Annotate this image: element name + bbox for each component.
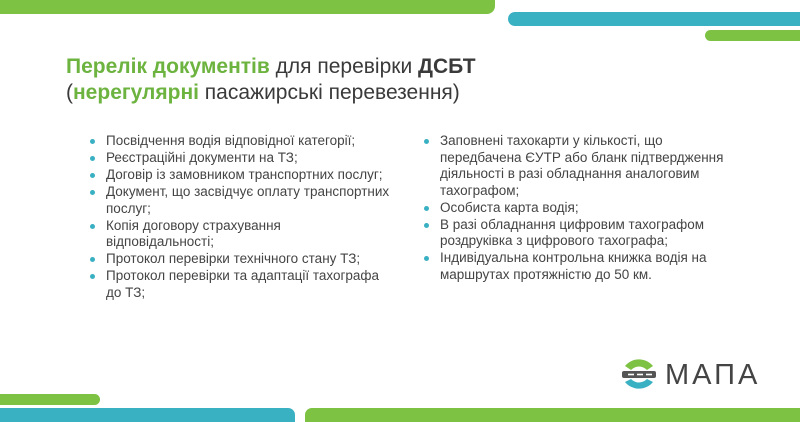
list-item-text: Протокол перевірки технічного стану ТЗ;: [106, 251, 361, 266]
list-item-text: Заповнені тахокарти у кількості, що передбачена ЄУТР або бланк підтвердження діяльності в разі обладнання аналоговим тахографом;: [440, 133, 724, 198]
list-item: [90, 251, 390, 268]
list-item: [90, 167, 390, 184]
bullet-icon: [424, 256, 429, 261]
bullet-icon: [424, 206, 429, 211]
bullet-icon: [90, 274, 95, 279]
list-item: [424, 200, 744, 217]
mapa-logo: [619, 356, 779, 392]
page-title: [66, 54, 746, 106]
list-item: [424, 217, 744, 250]
bullet-icon: [90, 156, 95, 161]
title-line-1: [66, 54, 746, 80]
bullet-icon: [90, 173, 95, 178]
list-item-text: Посвідчення водія відповідної категорії;: [106, 133, 356, 148]
list-item-text: Протокол перевірки та адаптації тахографа до ТЗ;: [106, 268, 380, 300]
list-item-text: Копія договору страхування відповідальності;: [106, 217, 281, 249]
list-item: [90, 268, 390, 301]
bullet-icon: [90, 190, 95, 195]
bullet-icon: [424, 139, 429, 144]
list-item: [424, 133, 744, 199]
list-item-text: Індивідуальна контрольна книжка водія на маршрутах протяжністю до 50 км.: [440, 250, 707, 282]
list-item-text: Документ, що засвідчує оплату транспортних послуг;: [106, 184, 390, 216]
list-item: [90, 150, 390, 167]
list-item: [90, 133, 390, 150]
logo-text: МАПА: [665, 359, 761, 391]
bottom-short-green-stripe: [0, 394, 100, 405]
subtitle-rest: пасажирські перевезення): [198, 81, 460, 104]
title-line-2: [66, 80, 746, 106]
subtitle-highlight: нерегулярні: [73, 81, 199, 104]
title-highlight: Перелік документів: [66, 55, 270, 78]
left-document-list: [90, 133, 390, 302]
list-item-text: Договір із замовником транспортних послуг;: [106, 167, 383, 182]
right-document-list: [424, 133, 744, 284]
bullet-icon: [90, 139, 95, 144]
list-item-text: Реєстраційні документи на ТЗ;: [106, 150, 298, 165]
list-item-text: Особиста карта водія;: [440, 199, 579, 215]
top-teal-stripe: [508, 12, 800, 26]
list-item-text: В разі обладнання цифровим тахографом роздруківка з цифрового тахографа;: [440, 216, 705, 248]
title-mid: для перевірки: [269, 55, 419, 78]
bullet-icon: [424, 223, 429, 228]
list-item: [90, 218, 390, 251]
mapa-logo-icon: [619, 356, 659, 392]
top-short-green-stripe: [705, 30, 800, 41]
list-item: [90, 184, 390, 217]
subtitle-open: (: [66, 81, 73, 104]
bullet-icon: [90, 257, 95, 262]
top-green-stripe: [0, 0, 495, 14]
bullet-icon: [90, 224, 95, 229]
list-item: [424, 250, 744, 283]
title-bold: ДСБТ: [418, 55, 476, 78]
